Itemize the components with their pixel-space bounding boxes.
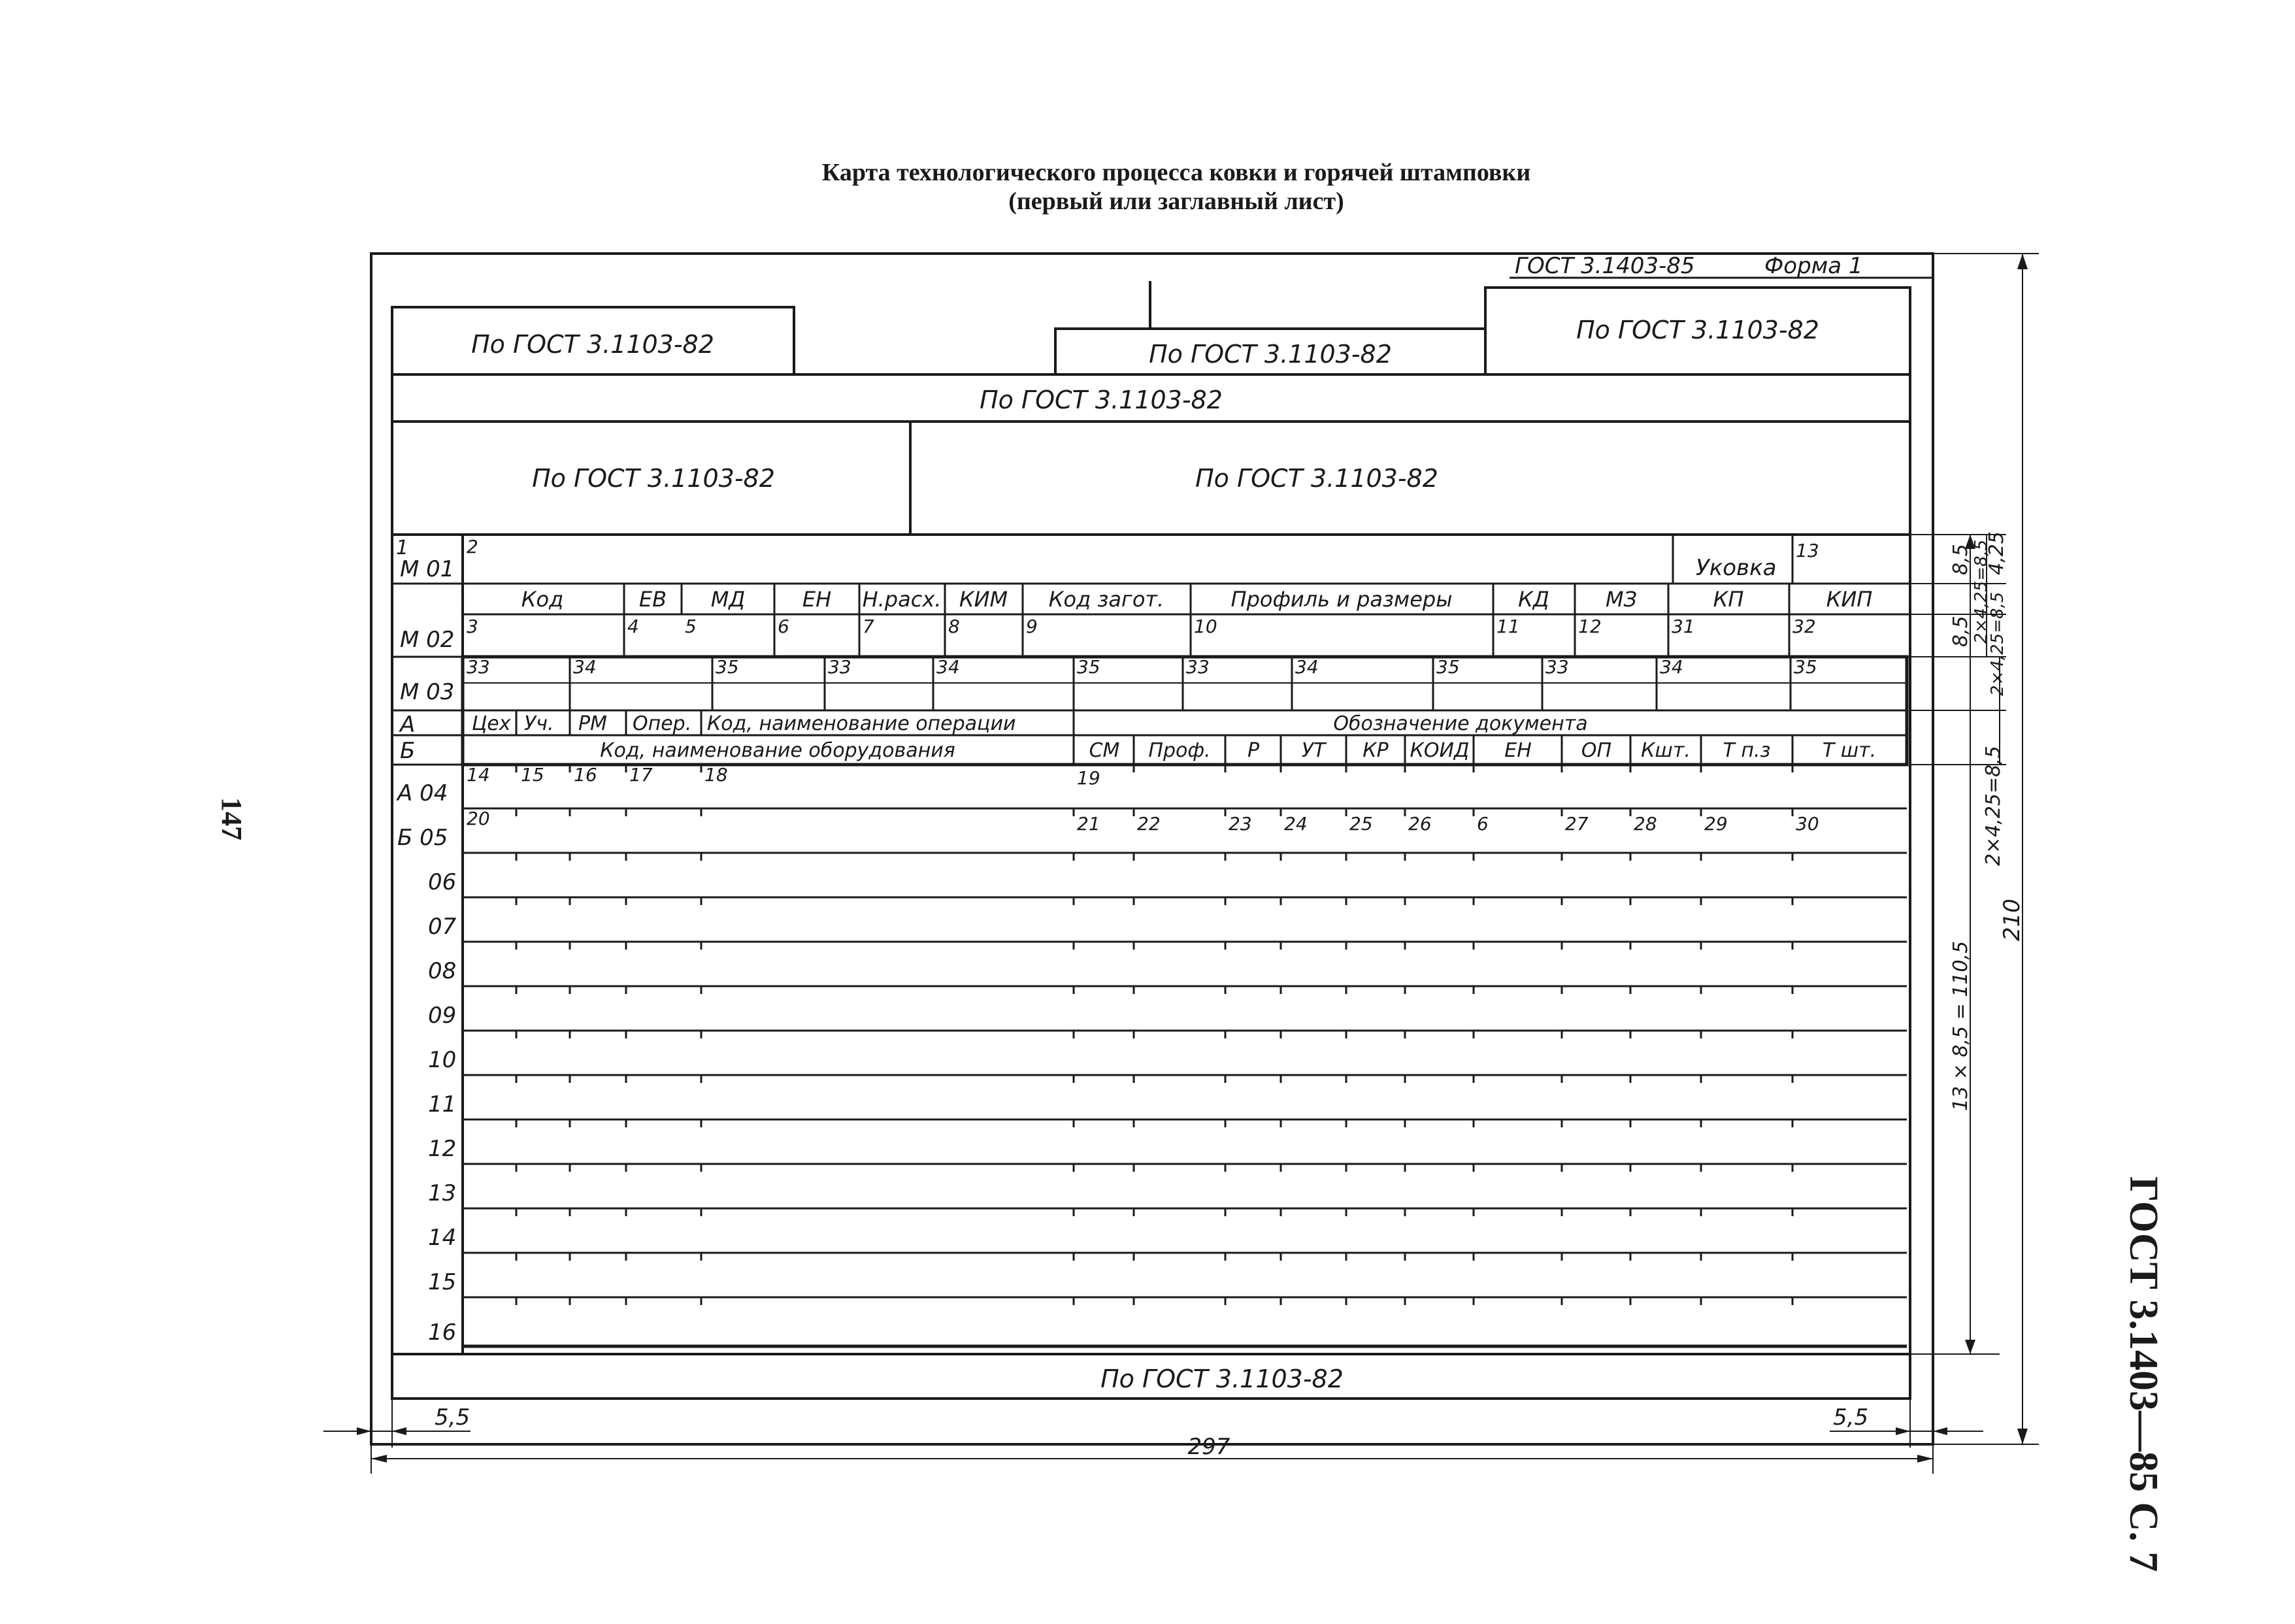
- field-num-16: 16: [574, 764, 597, 786]
- m02-header-kp: КП: [1713, 587, 1744, 612]
- field-num-31: 31: [1672, 616, 1695, 637]
- field-num-33c: 33: [1186, 656, 1210, 678]
- field-num-20: 20: [467, 808, 490, 829]
- dim-2x425c: 2×4,25=8,5: [1982, 746, 2005, 866]
- dim-55-right: 5,5: [1833, 1404, 1869, 1431]
- m02-header-kod-zagot: Код загот.: [1048, 587, 1164, 612]
- row-label-m03: М 03: [400, 679, 455, 705]
- form-standard: ГОСТ 3.1403-85: [1515, 253, 1695, 279]
- row-label-15: 15: [428, 1269, 457, 1295]
- field-num-10: 10: [1194, 616, 1217, 637]
- page-subtitle: (первый или заглавный лист): [1008, 188, 1344, 215]
- m02-header-ev: ЕВ: [638, 587, 667, 612]
- form-frame: [392, 374, 1910, 1399]
- bottom-stamp-ref: По ГОСТ 3.1103-82: [1100, 1365, 1344, 1393]
- a-header-oper: Опер.: [633, 712, 692, 735]
- row-label-09: 09: [428, 1003, 457, 1029]
- row-label-b05: Б 05: [397, 825, 448, 851]
- stamp-wide-ref: По ГОСТ 3.1103-82: [980, 386, 1223, 414]
- row-label-06: 06: [428, 869, 457, 895]
- b-header-ut: УТ: [1301, 739, 1326, 762]
- right-dimension-labels: [1949, 531, 2025, 1111]
- field-num-4: 4: [627, 616, 639, 637]
- row-label-12: 12: [428, 1136, 457, 1162]
- field-num-22: 22: [1137, 813, 1161, 835]
- b-header-tpz: Т п.з: [1723, 739, 1771, 762]
- field-num-32: 32: [1792, 616, 1816, 637]
- page-number: 147: [216, 797, 248, 840]
- b-header-op: ОП: [1581, 739, 1612, 762]
- row-label-11: 11: [428, 1091, 457, 1118]
- field-num-23: 23: [1229, 813, 1252, 835]
- a-header-doc: Обозначение документа: [1333, 712, 1588, 735]
- field-num-11: 11: [1496, 616, 1520, 637]
- sheet-border: [371, 254, 1933, 1444]
- a-headers: [472, 712, 1588, 735]
- row-label-a: А: [400, 712, 416, 738]
- m02-header-kim: КИМ: [959, 587, 1008, 612]
- ukovka-label: Уковка: [1696, 555, 1777, 581]
- right-dimensions: [1910, 254, 2039, 1444]
- b-header-koid: КОИД: [1410, 739, 1470, 762]
- field-num-24: 24: [1284, 813, 1308, 835]
- b-header-kr: КР: [1362, 739, 1389, 762]
- m02-header-profil: Профиль и размеры: [1230, 587, 1453, 612]
- m02-header-nrash: Н.расх.: [862, 587, 942, 612]
- row-label-16: 16: [428, 1319, 457, 1346]
- field-num-33d: 33: [1545, 656, 1569, 678]
- field-num-33b: 33: [828, 656, 851, 678]
- b-header-equip: Код, наименование оборудования: [600, 739, 955, 762]
- b-header-r: Р: [1247, 739, 1260, 762]
- stamp-left-ref: По ГОСТ 3.1103-82: [471, 330, 714, 359]
- field-num-19: 19: [1077, 767, 1100, 789]
- field-num-35c: 35: [1436, 656, 1460, 678]
- field-num-35b: 35: [1077, 656, 1100, 678]
- stamp-right-ref: По ГОСТ 3.1103-82: [1576, 316, 1819, 344]
- row-label-08: 08: [428, 958, 457, 984]
- field-num-3: 3: [467, 616, 478, 637]
- field-num-33a: 33: [467, 656, 490, 678]
- row-labels: [396, 537, 457, 1346]
- field-num-6: 6: [778, 616, 789, 637]
- field-num-5: 5: [685, 616, 697, 637]
- b-header-en: ЕН: [1504, 739, 1532, 762]
- m02-header-kod: Код: [521, 587, 564, 612]
- b-header-prof: Проф.: [1148, 739, 1211, 762]
- field-num-2: 2: [467, 536, 478, 557]
- row-label-b: Б: [400, 738, 416, 764]
- dim-85b: 8,5: [1949, 616, 1972, 647]
- field-num-30: 30: [1796, 813, 1819, 835]
- field-num-28: 28: [1634, 813, 1657, 835]
- m02-header-md: МД: [710, 587, 746, 612]
- field-num-34b: 34: [936, 656, 960, 678]
- field-num-12: 12: [1578, 616, 1602, 637]
- field-num-34a: 34: [573, 656, 597, 678]
- field-num-9: 9: [1026, 616, 1038, 637]
- field-num-26: 26: [1408, 813, 1432, 835]
- form-number: Форма 1: [1764, 253, 1863, 279]
- dim-85a: 8,5: [1949, 544, 1972, 575]
- field-num-27: 27: [1565, 813, 1589, 835]
- field-num-8: 8: [948, 616, 960, 637]
- row-label-13: 13: [428, 1180, 457, 1206]
- field-num-35d: 35: [1794, 656, 1817, 678]
- field-num-18: 18: [704, 764, 728, 786]
- field-num-29: 29: [1704, 813, 1728, 835]
- dim-55-left: 5,5: [435, 1404, 471, 1431]
- stamp-lower-right-ref: По ГОСТ 3.1103-82: [1195, 464, 1438, 493]
- field-num-17: 17: [629, 764, 653, 786]
- b-header-sm: СМ: [1089, 739, 1120, 762]
- stamp-lower-left-ref: По ГОСТ 3.1103-82: [532, 464, 775, 493]
- dim-13x85: 13 × 8,5 = 110,5: [1949, 940, 1972, 1111]
- a-header-kod-oper: Код, наименование операции: [707, 712, 1016, 735]
- m02-header-en: ЕН: [802, 587, 832, 612]
- row-label-10: 10: [428, 1047, 457, 1073]
- field-num-14: 14: [467, 764, 490, 786]
- row-label-07: 07: [428, 914, 457, 940]
- a-header-uch: Уч.: [524, 712, 554, 735]
- field-num-21: 21: [1077, 813, 1100, 835]
- field-numbers: [467, 536, 1819, 835]
- b-header-tsht: Т шт.: [1822, 739, 1877, 762]
- row-tick-marks: [516, 765, 1792, 1305]
- m02-header-kd: КД: [1518, 587, 1549, 612]
- dim-210: 210: [1999, 899, 2025, 941]
- b-headers: [600, 739, 1876, 762]
- field-num-34d: 34: [1660, 656, 1683, 678]
- field-num-25: 25: [1349, 813, 1373, 835]
- dim-2x425a: 2×4,25=8,5: [1972, 539, 1991, 644]
- row-label-1: 1: [396, 537, 409, 559]
- a-header-ceh: Цех: [472, 712, 511, 735]
- row-label-a04: А 04: [397, 780, 448, 806]
- dim-2x425b: 2×4,25=8,5: [1988, 591, 2007, 696]
- b-header-ksht: Кшт.: [1641, 739, 1691, 762]
- bottom-dimension-labels: [435, 1404, 1868, 1460]
- field-num-13: 13: [1796, 540, 1819, 561]
- dim-425: 4,25: [1985, 531, 2008, 575]
- row-label-m01: М 01: [400, 556, 455, 582]
- row-label-m02: М 02: [400, 627, 455, 653]
- field-num-6b: 6: [1477, 813, 1489, 835]
- bottom-dimensions: [323, 1399, 1983, 1474]
- field-num-34c: 34: [1295, 656, 1319, 678]
- m02-header-mz: МЗ: [1605, 587, 1638, 612]
- side-standard-label: ГОСТ 3.1403—85 С. 7: [2121, 1176, 2166, 1572]
- dim-297: 297: [1187, 1434, 1230, 1460]
- row-lines: [392, 584, 1910, 1346]
- page-title: Карта технологического процесса ковки и горячей штамповки: [821, 159, 1531, 186]
- a-header-rm: РМ: [578, 712, 607, 735]
- stamp-middle-ref: По ГОСТ 3.1103-82: [1149, 340, 1392, 369]
- m02-headers: [521, 587, 1873, 612]
- m02-header-kip: КИП: [1826, 587, 1873, 612]
- row-label-14: 14: [428, 1225, 457, 1251]
- field-num-35a: 35: [716, 656, 739, 678]
- field-num-7: 7: [863, 616, 874, 637]
- field-num-15: 15: [521, 764, 544, 786]
